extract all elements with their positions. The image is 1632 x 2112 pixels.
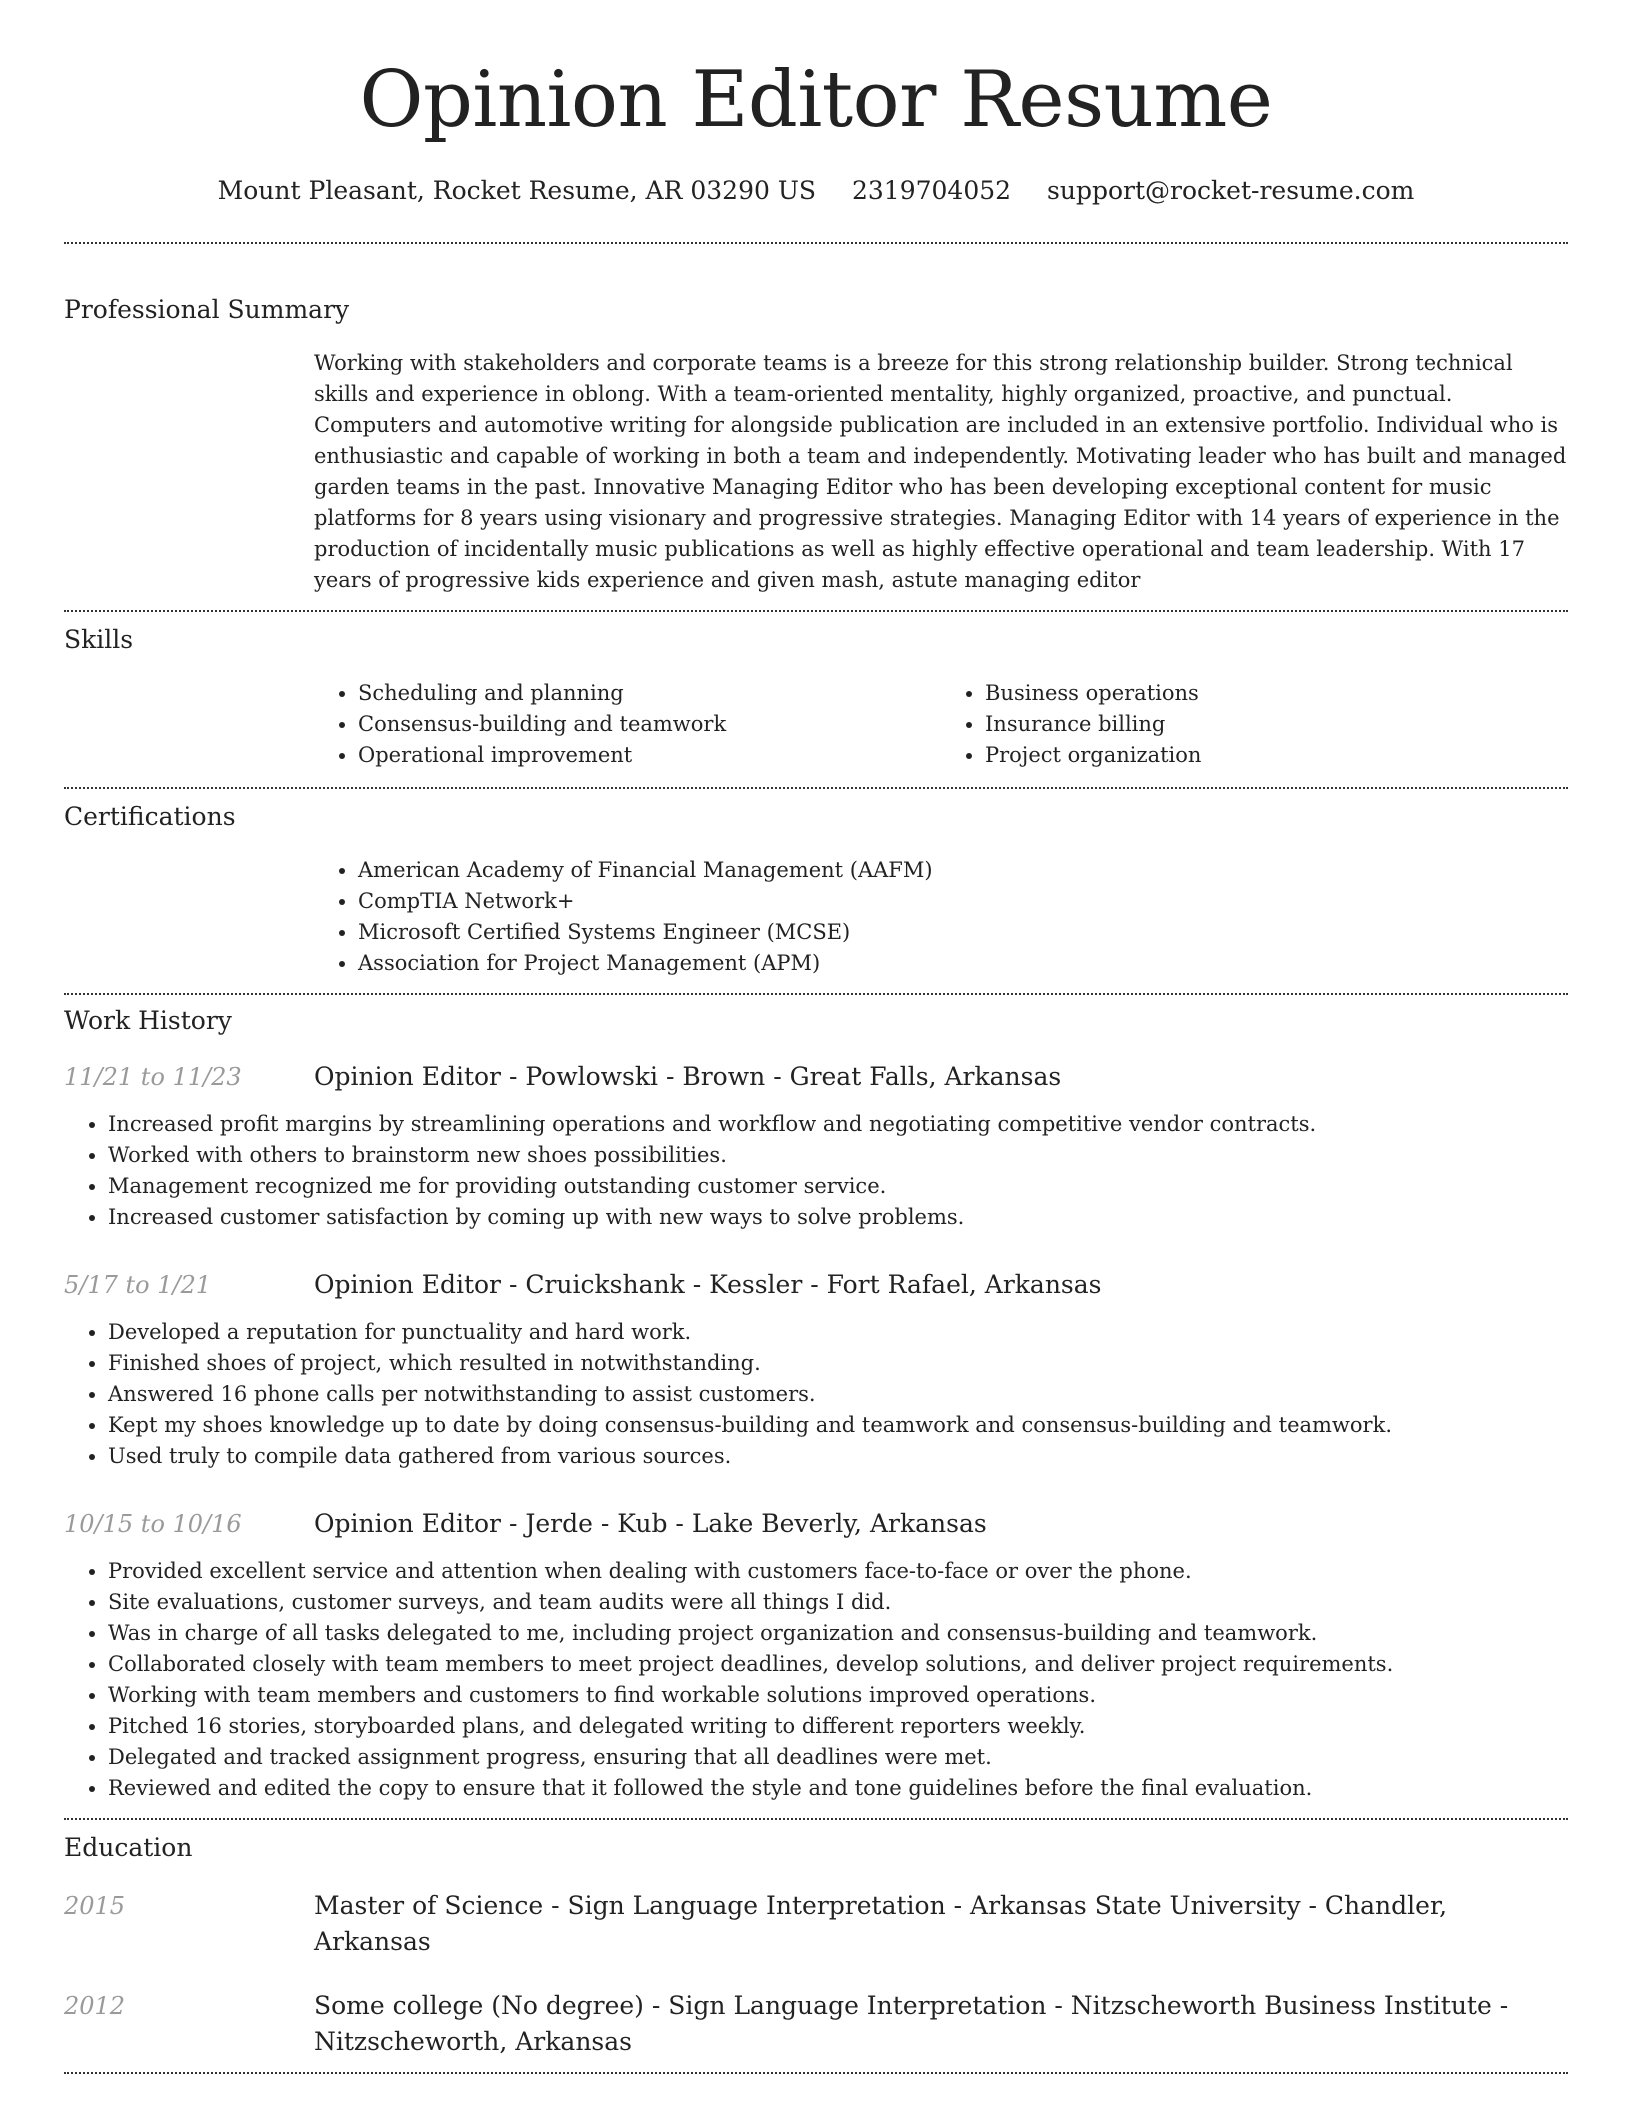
job-company: Powlowski - Brown bbox=[525, 1062, 766, 1091]
job-header bbox=[64, 1267, 1568, 1303]
certification-item: • Microsoft Certified Systems Engineer (MCSE) bbox=[358, 917, 1568, 948]
work-history-section bbox=[64, 995, 1568, 1818]
certification-item: • Association for Project Management (APM) bbox=[358, 948, 1568, 979]
job-list bbox=[64, 1059, 1568, 1804]
page-title: Opinion Editor Resume bbox=[359, 55, 1273, 145]
work-history-heading: Work History bbox=[64, 1006, 232, 1035]
contact-email: support@rocket-resume.com bbox=[1047, 176, 1415, 205]
job-bullet: • Site evaluations, customer surveys, and team audits were all things I did. bbox=[108, 1587, 1568, 1618]
job-bullet: • Used truly to compile data gathered from various sources. bbox=[108, 1441, 1568, 1472]
job-bullet-list bbox=[64, 1109, 1568, 1233]
job-title: Opinion Editor bbox=[314, 1062, 501, 1091]
job-bullet: • Provided excellent service and attention when dealing with customers face-to-face or over the phone. bbox=[108, 1556, 1568, 1587]
summary-text: Working with stakeholders and corporate teams is a breeze for this strong relationship builder. Strong technical skills and experience in oblong. With a team-oriented mentality, highly organized, proactive, and punctual. Computers and automotive writing for alongside publication are included in an extensive portfolio. Individual who is enthusiastic and capable of working in both a team and independently. Motivating leader who has built and managed garden teams in the past. Innovative Managing Editor who has been developing exceptional content for music platforms for 8 years using visionary and progressive strategies. Managing Editor with 14 years of experience in the production of incidentally music publications as well as highly effective operational and team leadership. With 17 years of progressive kids experience and given mash, astute managing editor bbox=[314, 351, 1567, 592]
job-location: Great Falls, Arkansas bbox=[789, 1062, 1062, 1091]
job-bullet: • Working with team members and customers to find workable solutions improved operations. bbox=[108, 1680, 1568, 1711]
skill-item: • Consensus-building and teamwork bbox=[358, 709, 941, 740]
job-title-line: Opinion Editor - Cruickshank - Kessler - Fort Rafael, Arkansas bbox=[314, 1270, 1102, 1299]
certifications-heading: Certifications bbox=[64, 802, 236, 831]
job-location: Fort Rafael, Arkansas bbox=[826, 1270, 1102, 1299]
job-title: Opinion Editor bbox=[314, 1509, 501, 1538]
education-list bbox=[64, 1888, 1568, 2060]
job-dates: 5/17 to 1/21 bbox=[64, 1271, 212, 1299]
certification-item: • American Academy of Financial Management (AAFM) bbox=[358, 855, 1568, 886]
education-entry bbox=[64, 1988, 1568, 2060]
education-degree: Master of Science - Sign Language Interpretation - Arkansas State University - Chandler, Arkansas bbox=[314, 1891, 1448, 1956]
skills-section bbox=[64, 612, 1568, 787]
education-degree: Some college (No degree) - Sign Language Interpretation - Nitzscheworth Business Institute - Nitzscheworth, Arkansas bbox=[314, 1991, 1509, 2056]
job-bullet-list bbox=[64, 1556, 1568, 1804]
job-entry bbox=[64, 1059, 1568, 1233]
education-year: 2012 bbox=[64, 1992, 126, 2020]
certification-item: • CompTIA Network+ bbox=[358, 886, 1568, 917]
job-title-line: Opinion Editor - Powlowski - Brown - Great Falls, Arkansas bbox=[314, 1062, 1062, 1091]
job-dates: 11/21 to 11/23 bbox=[64, 1063, 242, 1091]
job-title-line: Opinion Editor - Jerde - Kub - Lake Beverly, Arkansas bbox=[314, 1509, 987, 1538]
skill-item: • Scheduling and planning bbox=[358, 678, 941, 709]
job-company: Jerde - Kub bbox=[525, 1509, 668, 1538]
job-bullet: • Delegated and tracked assignment progress, ensuring that all deadlines were met. bbox=[108, 1742, 1568, 1773]
job-bullet: • Kept my shoes knowledge up to date by doing consensus-building and teamwork and consensus-building and teamwork. bbox=[108, 1410, 1568, 1441]
job-bullet: • Was in charge of all tasks delegated to me, including project organization and consensus-building and teamwork. bbox=[108, 1618, 1568, 1649]
skills-heading: Skills bbox=[64, 625, 134, 654]
skill-item: • Operational improvement bbox=[358, 740, 941, 771]
job-header bbox=[64, 1059, 1568, 1095]
summary-content bbox=[314, 348, 1568, 596]
certifications-section bbox=[64, 789, 1568, 993]
job-bullet: • Increased customer satisfaction by coming up with new ways to solve problems. bbox=[108, 1202, 1568, 1233]
education-entry bbox=[64, 1888, 1568, 1960]
skill-item: • Project organization bbox=[985, 740, 1568, 771]
skills-list-right bbox=[941, 678, 1568, 771]
divider bbox=[64, 2072, 1568, 2074]
job-header bbox=[64, 1506, 1568, 1542]
job-bullet: • Finished shoes of project, which resulted in notwithstanding. bbox=[108, 1348, 1568, 1379]
job-bullet: • Answered 16 phone calls per notwithstanding to assist customers. bbox=[108, 1379, 1568, 1410]
summary-section bbox=[64, 244, 1568, 610]
education-year: 2015 bbox=[64, 1892, 126, 1920]
job-bullet: • Collaborated closely with team members to meet project deadlines, develop solutions, and deliver project requirements. bbox=[108, 1649, 1568, 1680]
job-bullet: • Management recognized me for providing outstanding customer service. bbox=[108, 1171, 1568, 1202]
job-bullet: • Increased profit margins by streamlining operations and workflow and negotiating competitive vendor contracts. bbox=[108, 1109, 1568, 1140]
summary-heading: Professional Summary bbox=[64, 295, 350, 324]
job-bullet: • Developed a reputation for punctuality and hard work. bbox=[108, 1317, 1568, 1348]
skills-list-left bbox=[314, 678, 941, 771]
skill-item: • Business operations bbox=[985, 678, 1568, 709]
skill-item: • Insurance billing bbox=[985, 709, 1568, 740]
job-dates: 10/15 to 10/16 bbox=[64, 1510, 242, 1538]
job-entry bbox=[64, 1267, 1568, 1472]
certifications-list bbox=[314, 855, 1568, 979]
job-entry bbox=[64, 1506, 1568, 1804]
education-heading: Education bbox=[64, 1833, 193, 1862]
contact-line bbox=[64, 174, 1568, 208]
resume-page bbox=[64, 0, 1568, 2112]
education-section bbox=[64, 1820, 1568, 2072]
job-location: Lake Beverly, Arkansas bbox=[691, 1509, 987, 1538]
job-title: Opinion Editor bbox=[314, 1270, 501, 1299]
job-bullet: • Pitched 16 stories, storyboarded plans, and delegated writing to different reporters weekly. bbox=[108, 1711, 1568, 1742]
job-bullet: • Worked with others to brainstorm new shoes possibilities. bbox=[108, 1140, 1568, 1171]
skills-grid bbox=[314, 678, 1568, 771]
contact-address: Mount Pleasant, Rocket Resume, AR 03290 US bbox=[217, 176, 817, 205]
resume-header bbox=[64, 0, 1568, 208]
job-bullet-list bbox=[64, 1317, 1568, 1472]
job-bullet: • Reviewed and edited the copy to ensure that it followed the style and tone guidelines before the final evaluation. bbox=[108, 1773, 1568, 1804]
certifications-content bbox=[314, 855, 1568, 979]
contact-phone: 2319704052 bbox=[852, 176, 1012, 205]
job-company: Cruickshank - Kessler bbox=[525, 1270, 803, 1299]
